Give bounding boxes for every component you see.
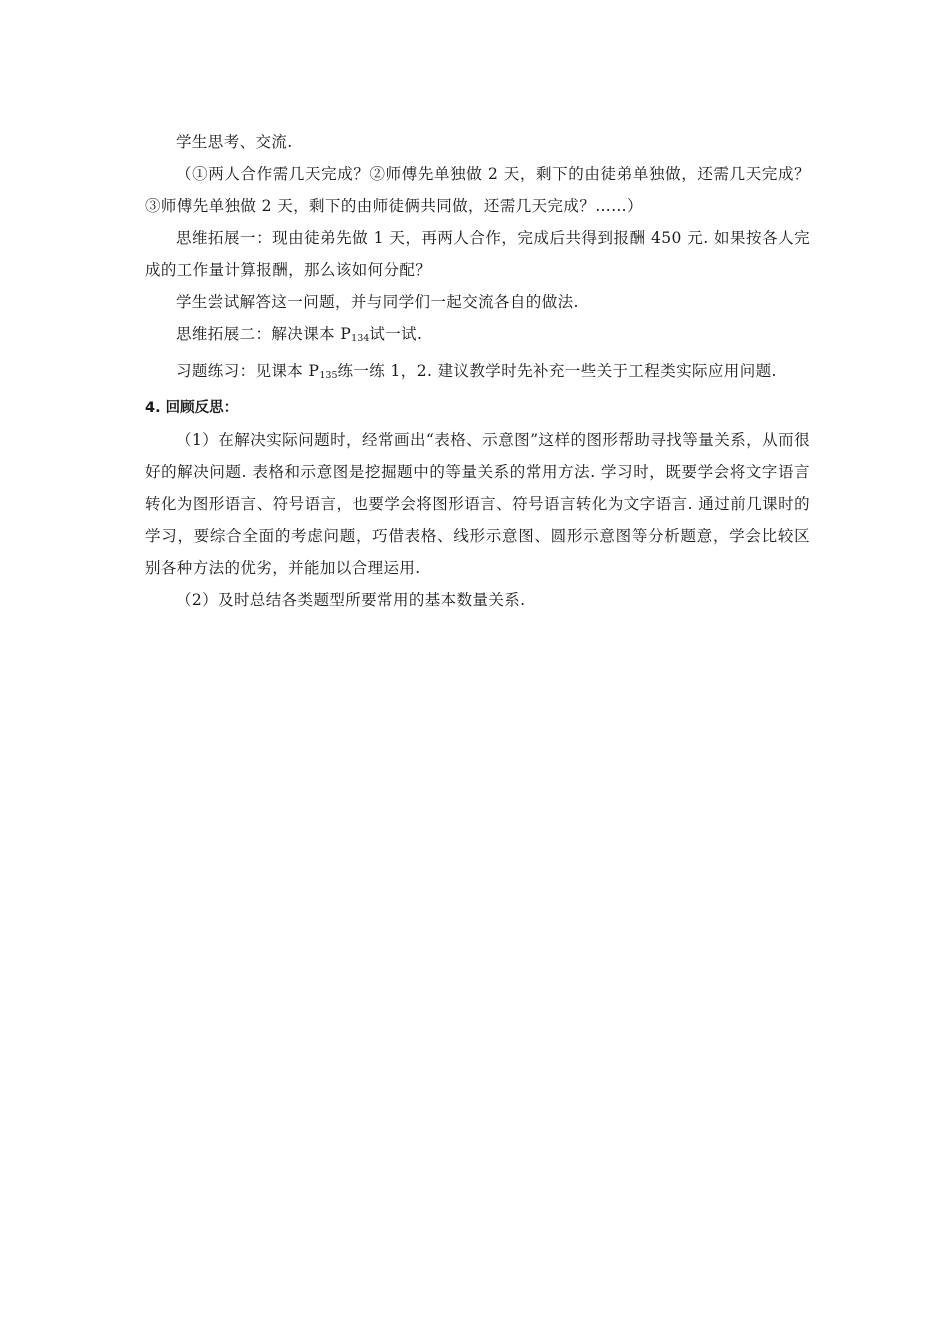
paragraph-student-attempt: 学生尝试解答这一问题，并与同学们一起交流各自的做法.	[176, 293, 579, 311]
extension-two-text: 思维拓展二：解决课本 P	[176, 325, 352, 343]
document-body	[145, 126, 810, 616]
paragraph-extension-one: 思维拓展一：现由徒弟先做 1 天，再两人合作，完成后共得到报酬 450 元. 如果按各人完成的工作量计算报酬，那么该如何分配？	[145, 229, 810, 279]
section-heading-review: 4. 回顾反思：	[145, 400, 239, 416]
paragraph-extension-two	[145, 318, 810, 355]
extension-two-tail: 试一试.	[369, 325, 423, 343]
paragraph-review-two: （2）及时总结各类题型所要常用的基本数量关系.	[176, 591, 526, 609]
paragraph-exercise-practice	[145, 355, 810, 392]
page-ref-subscript: 135	[319, 370, 338, 381]
paragraph-student-discussion: 学生思考、交流.	[176, 133, 293, 151]
exercise-tail: 练一练 1，2. 建议教学时先补充一些关于工程类实际应用问题.	[337, 362, 777, 380]
paragraph-guiding-questions: （①两人合作需几天完成？②师傅先单独做 2 天，剩下的由徒弟单独做，还需几天完成？③师傅先单独做 2 天，剩下的由师徒俩共同做，还需几天完成？……）	[145, 165, 810, 215]
paragraph-review-one: （1）在解决实际问题时，经常画出“表格、示意图”这样的图形帮助寻找等量关系，从而很好的解决问题. 表格和示意图是挖掘题中的等量关系的常用方法. 学习时，既要学会将文字语言转化为图形语言、符号语言，也要学会将图形语言、符号语言转化为文字语言. 通过前几课时的学习，要综合全面的考虑问题，巧借表格、线形示意图、圆形示意图等分析题意，学会比较区别各种方法的优劣，并能加以合理运用.	[145, 431, 810, 577]
page-ref-subscript: 134	[351, 333, 370, 344]
exercise-text: 习题练习：见课本 P	[176, 362, 320, 380]
